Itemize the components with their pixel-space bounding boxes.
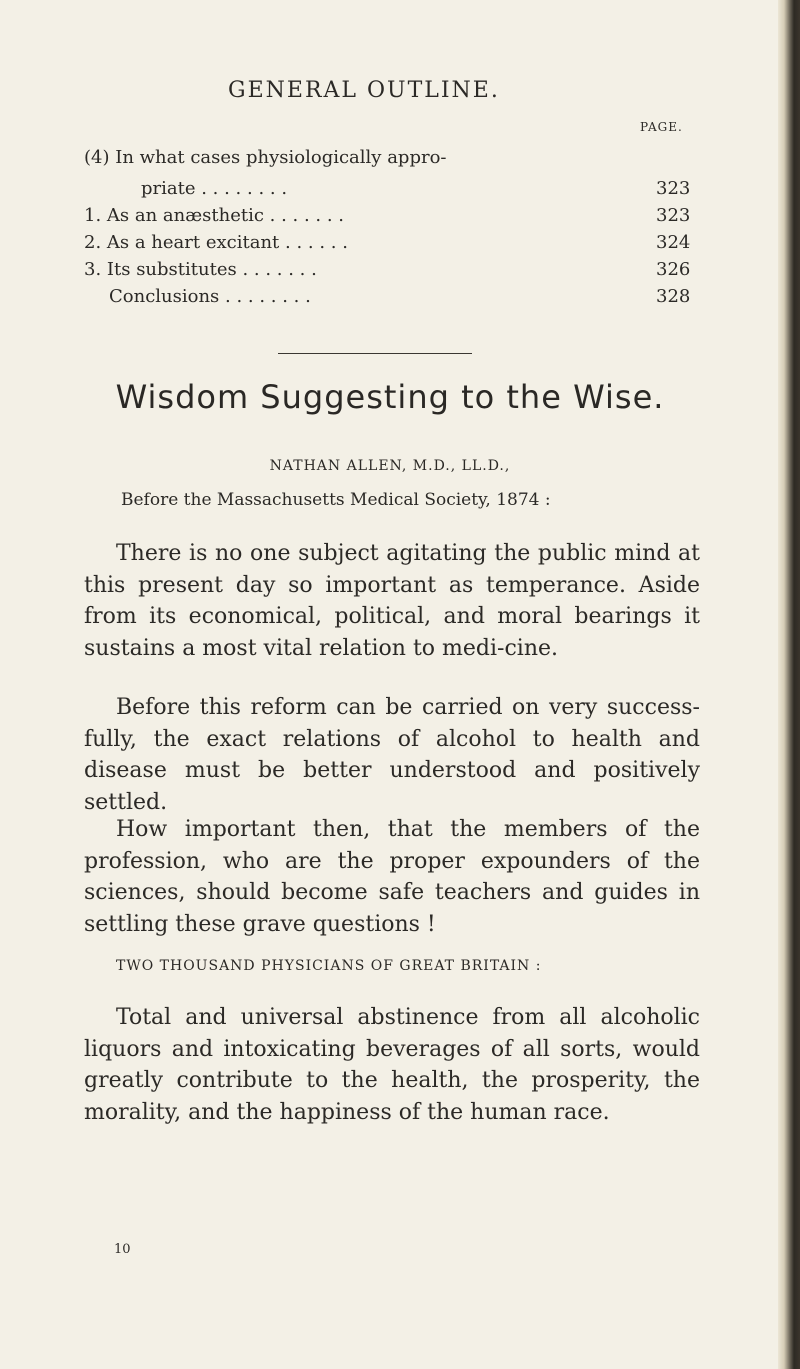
- toc-entry-page: 323: [656, 178, 691, 199]
- occasion-line: Before the Massachusetts Medical Society, 1874 :: [121, 490, 551, 510]
- toc-entry-page: 323: [656, 205, 691, 226]
- toc-entry-text: 1. As an anæsthetic . . . . . . .: [84, 205, 345, 226]
- page-binding-edge: [778, 0, 800, 1369]
- author-line: NATHAN ALLEN, M.D., LL.D.,: [269, 458, 511, 474]
- toc-entry-page: 324: [656, 232, 691, 253]
- toc-entry-page: 328: [656, 286, 691, 307]
- toc-entry-page: 326: [656, 259, 691, 280]
- page-number: 10: [114, 1242, 131, 1257]
- source-heading: TWO THOUSAND PHYSICIANS OF GREAT BRITAIN :: [116, 958, 542, 974]
- quote-paragraph: Total and universal abstinence from all alcoholic liquors and intoxicating beverages of all sorts, would greatly contribute to the health, the prosperity, the morality, and the happiness of the human race.: [84, 1005, 700, 1125]
- toc-entry-text: 3. Its substitutes . . . . . . .: [84, 259, 317, 280]
- toc-page-label: PAGE.: [640, 120, 683, 134]
- toc-entry-text: Conclusions . . . . . . . .: [109, 286, 311, 307]
- section-divider: [278, 353, 472, 354]
- toc-entry-text: 2. As a heart excitant . . . . . .: [84, 232, 348, 253]
- toc-heading: (4) In what cases physiologically appro-: [84, 147, 447, 168]
- section-title: Wisdom Suggesting to the Wise.: [115, 378, 665, 416]
- toc-entry-text: priate . . . . . . . .: [141, 178, 288, 199]
- paragraph: There is no one subject agitating the public mind at this present day so important as temperance. Aside from its economical, political, and moral bearings it sustains a most vital relation to medi-cine.: [84, 541, 700, 661]
- paragraph: How important then, that the members of the profession, who are the proper expounders of the sciences, should become safe teachers and guides in settling these grave questions !: [84, 817, 700, 937]
- running-head: GENERAL OUTLINE.: [228, 78, 500, 103]
- paragraph: Before this reform can be carried on very success-fully, the exact relations of alcohol to health and disease must be better understood and positively settled.: [84, 695, 700, 815]
